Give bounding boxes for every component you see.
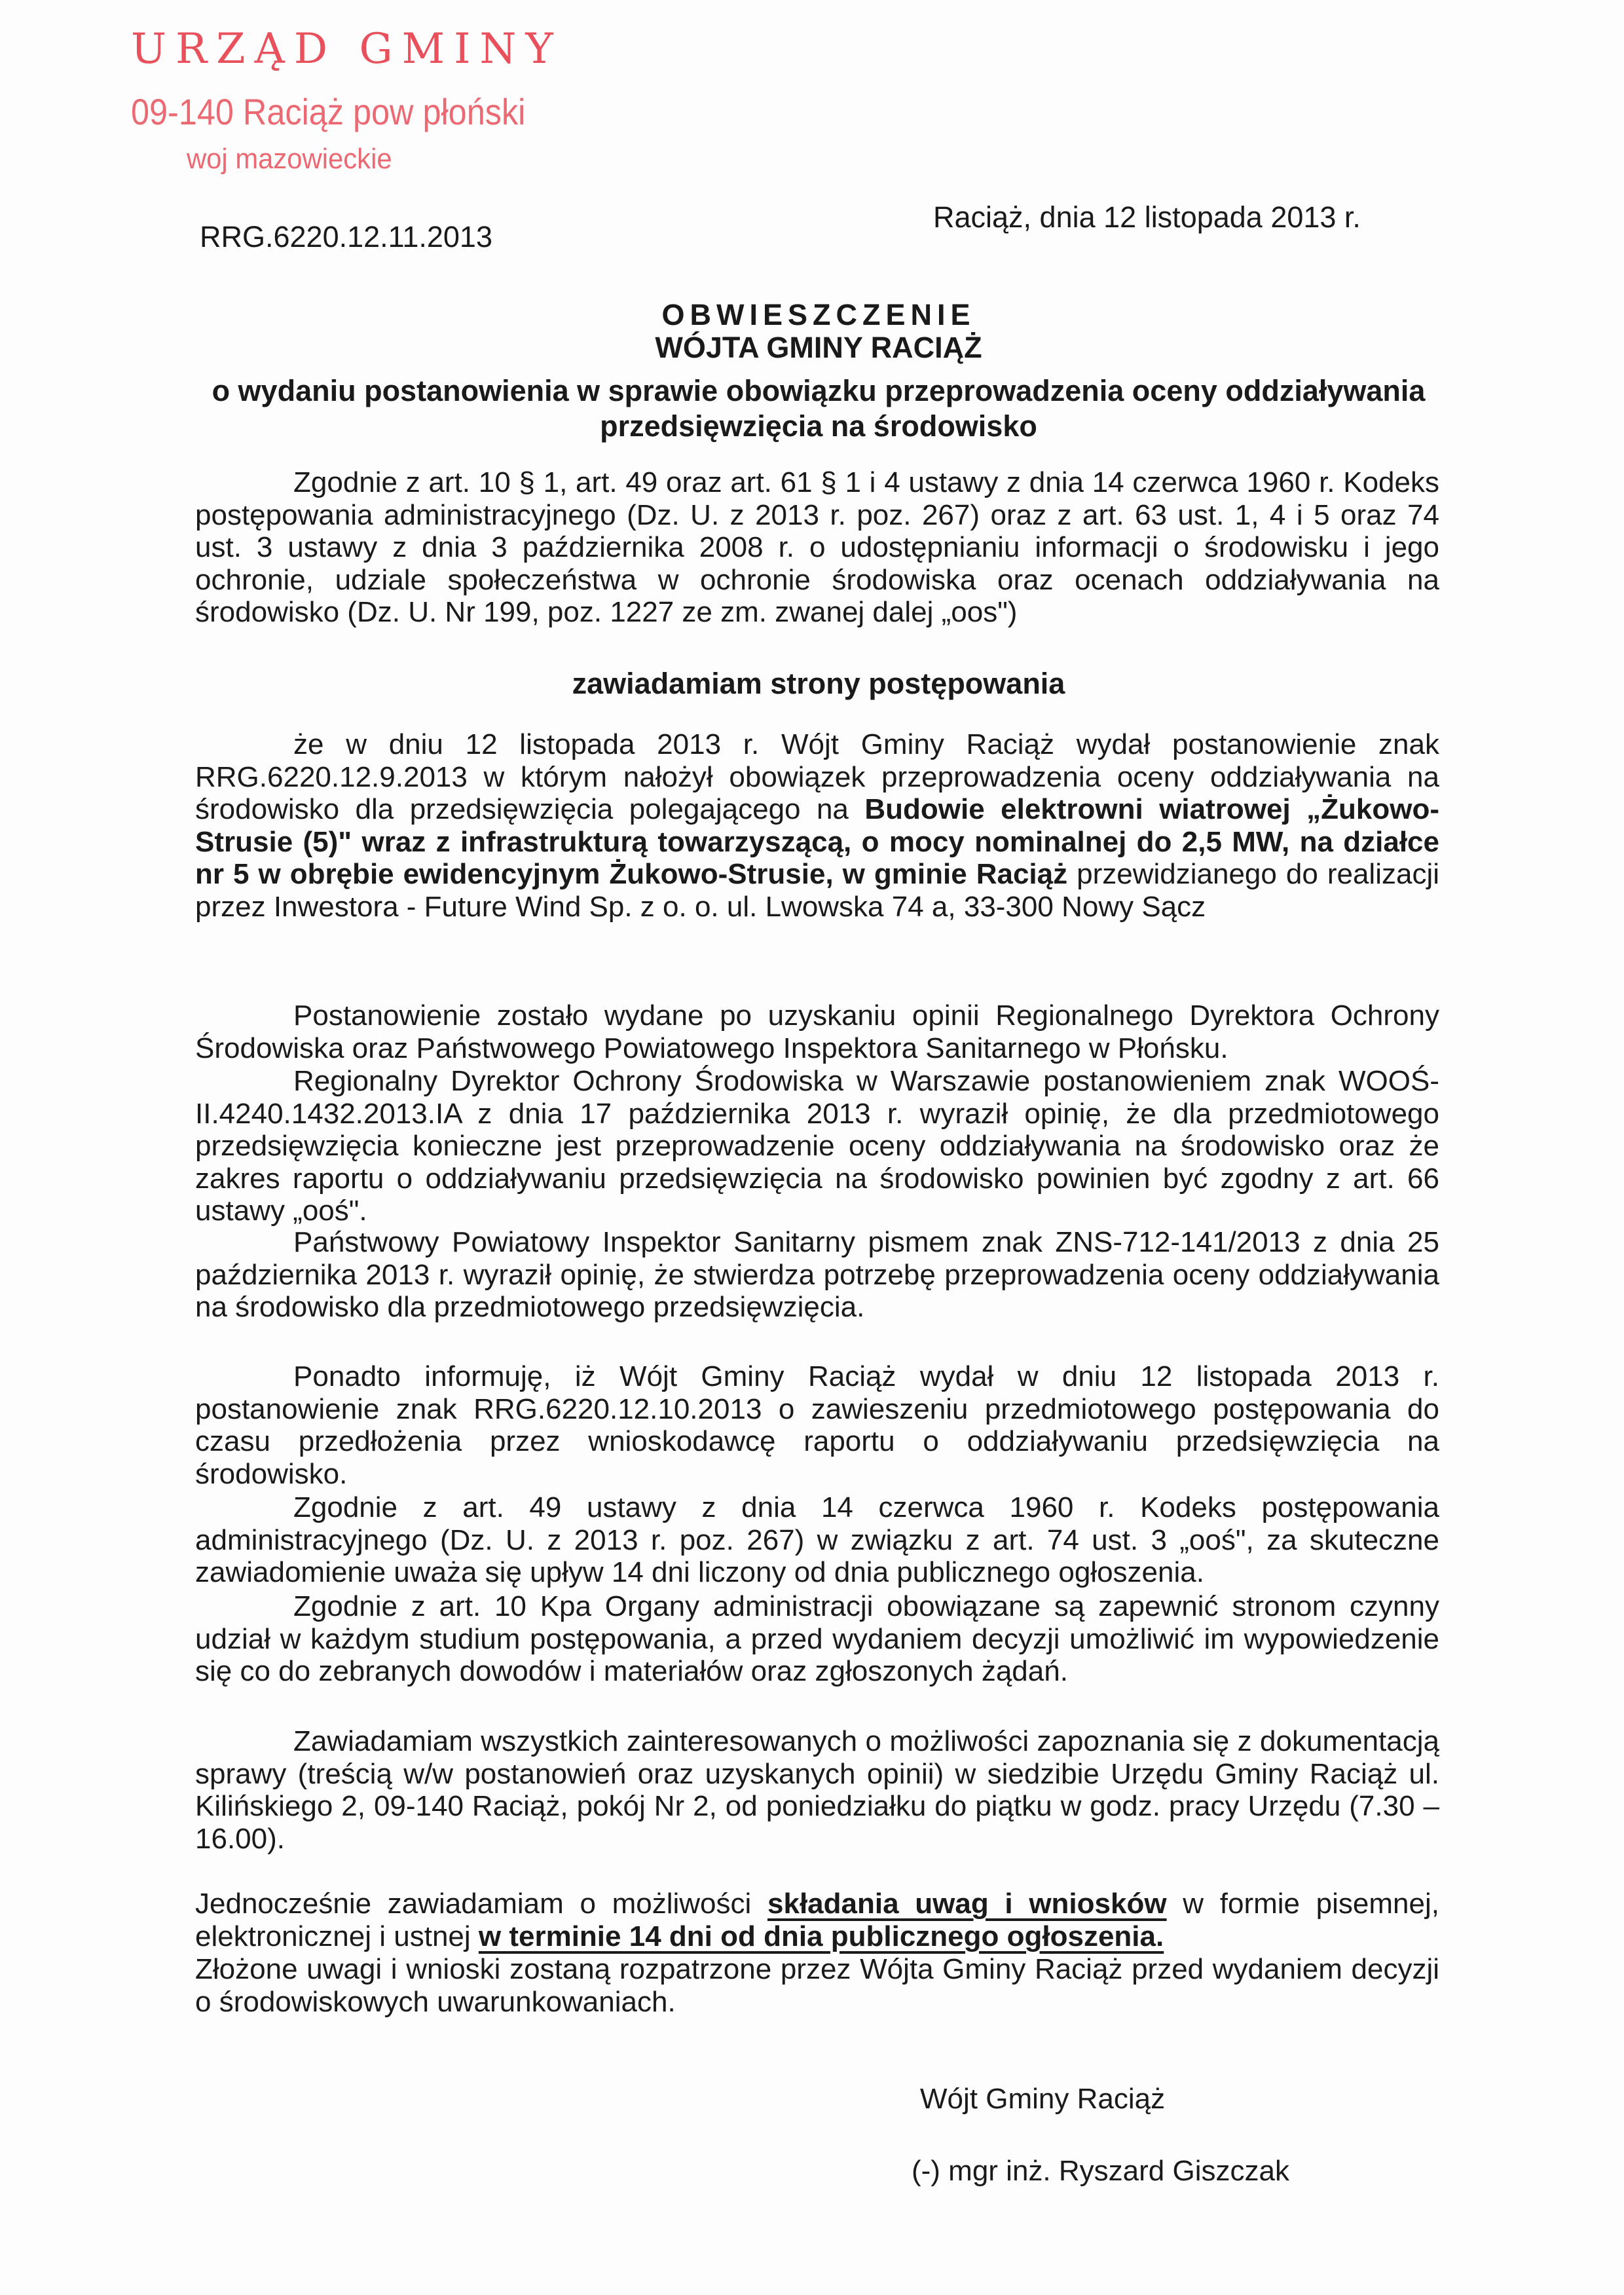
place-date: Raciąż, dnia 12 listopada 2013 r. bbox=[933, 200, 1361, 234]
decision-paragraph bbox=[195, 728, 1439, 923]
stamp-address: 09-140 Raciąż pow płoński bbox=[131, 91, 526, 132]
subject-text: o wydaniu postanowienia w sprawie obowiązku przeprowadzenia oceny oddziaływania przedsięwzięcia na środowisko bbox=[212, 374, 1426, 443]
investor-text: przewidzianego do realizacji przez Inwestora - Future Wind Sp. z o. o. ul. Lwowska 74 a, 33-300 Nowy Sącz bbox=[195, 858, 1439, 923]
signatory-title: Wójt Gminy Raciąż bbox=[920, 2083, 1166, 2115]
decision-text: że w dniu 12 listopada 2013 r. Wójt Gminy Raciąż wydał postanowienie znak RRG.6220.12.9.2013 w którym nałożył obowiązek przeprowadzenia oceny oddziaływania na środowisko dla przedsięwzięcia polegającego na bbox=[195, 728, 1439, 825]
comments-text-1: Jednocześnie zawiadamiam o możliwości bbox=[195, 1888, 768, 1920]
documents-access-paragraph: Zawiadamiam wszystkich zainteresowanych o możliwości zapoznania się z dokumentacją sprawy (treścią w/w postanowień oraz uzyskanych opinii) w siedzibie Urzędu Gminy Raciąż ul. Kilińskiego 2, 09-140 Raciąż, pokój Nr 2, od poniedziałku do piątku w godz. pracy Urzędu (7.30 – 16.00). bbox=[195, 1725, 1439, 1855]
opinions-intro-paragraph: Postanowienie zostało wydane po uzyskaniu opinii Regionalnego Dyrektora Ochrony Środowiska oraz Państwowego Powiatowego Inspektora Sanitarnego w Płońsku. bbox=[195, 999, 1439, 1064]
comments-paragraph bbox=[195, 1888, 1439, 1952]
comments-emphasis: składania uwag i wniosków bbox=[767, 1888, 1167, 1920]
document-title: OBWIESZCZENIE bbox=[661, 298, 976, 331]
rdos-opinion-paragraph: Regionalny Dyrektor Ochrony Środowiska w Warszawie postanowieniem znak WOOŚ-II.4240.1432.2013.IA z dnia 17 października 2013 r. wyraził opinię, że dla przedmiotowego przedsięwzięcia konieczne jest przeprowadzenie oceny oddziaływania na środowisko oraz że zakres raportu o oddziaływaniu przedsięwzięcia na środowisko powinien być zgodny z art. 66 ustawy „ooś". bbox=[195, 1065, 1439, 1227]
participation-paragraph: Zgodnie z art. 10 Kpa Organy administracji obowiązane są zapewnić stronom czynny udział w każdym studium postępowania, a przed wydaniem decyzji umożliwić im wypowiedzenie się co do zebranych dowodów i materiałów oraz zgłoszonych żądań. bbox=[195, 1590, 1439, 1687]
suspension-paragraph: Ponadto informuję, iż Wójt Gminy Raciąż wydał w dniu 12 listopada 2013 r. postanowienie znak RRG.6220.12.10.2013 o zawieszeniu przedmiotowego postępowania do czasu przedłożenia przez wnioskodawcę raportu o oddziaływaniu przedsięwzięcia na środowisko. bbox=[195, 1360, 1439, 1490]
signatory-name: (-) mgr inż. Ryszard Giszczak bbox=[912, 2155, 1289, 2187]
stamp-office-name: URZĄD GMINY bbox=[131, 25, 563, 73]
subject-title bbox=[164, 373, 1473, 444]
ppis-opinion-paragraph: Państwowy Powiatowy Inspektor Sanitarny pismem znak ZNS-712-141/2013 z dnia 25 października 2013 r. wyraził opinię, że stwierdza potrzebę przeprowadzenia oceny oddziaływania na środowisko dla przedmiotowego przedsięwzięcia. bbox=[195, 1226, 1439, 1323]
project-description: Budowie elektrowni wiatrowej „Żukowo-Strusie (5)" wraz z infrastrukturą towarzyszącą, o mocy nominalnej do 2,5 MW, na działce nr 5 w obrębie ewidencyjnym Żukowo-Strusie, w gminie Raciąż bbox=[195, 793, 1439, 890]
comments-text-2: w formie pisemnej, elektronicznej i ustnej bbox=[195, 1888, 1439, 1952]
issuer-title: WÓJTA GMINY RACIĄŻ bbox=[655, 331, 982, 364]
effective-notice-paragraph: Zgodnie z art. 49 ustawy z dnia 14 czerwca 1960 r. Kodeks postępowania administracyjnego (Dz. U. z 2013 r. poz. 267) w związku z art. 74 ust. 3 „ooś", za skuteczne zawiadomienie uważa się upływ 14 dni liczony od dnia publicznego ogłoszenia. bbox=[195, 1491, 1439, 1588]
deadline-emphasis: w terminie 14 dni od dnia publicznego ogłoszenia. bbox=[478, 1920, 1164, 1952]
closing-paragraph: Złożone uwagi i wnioski zostaną rozpatrzone przez Wójta Gminy Raciąż przed wydaniem decyzji o środowiskowych uwarunkowaniach. bbox=[195, 1953, 1439, 2018]
reference-number: RRG.6220.12.11.2013 bbox=[200, 220, 492, 253]
notice-heading: zawiadamiam strony postępowania bbox=[572, 667, 1065, 700]
stamp-region: woj mazowieckie bbox=[187, 143, 392, 175]
legal-basis-paragraph: Zgodnie z art. 10 § 1, art. 49 oraz art. 61 § 1 i 4 ustawy z dnia 14 czerwca 1960 r. Kodeks postępowania administracyjnego (Dz. U. z 2013 r. poz. 267) oraz z art. 63 ust. 1, 4 i 5 oraz 74 ust. 3 ustawy z dnia 3 października 2008 r. o udostępnianiu informacji o środowisku i jego ochronie, udziale społeczeństwa w ochronie środowiska oraz ocenach oddziaływania na środowisko (Dz. U. Nr 199, poz. 1227 ze zm. zwanej dalej „oos") bbox=[195, 466, 1439, 628]
